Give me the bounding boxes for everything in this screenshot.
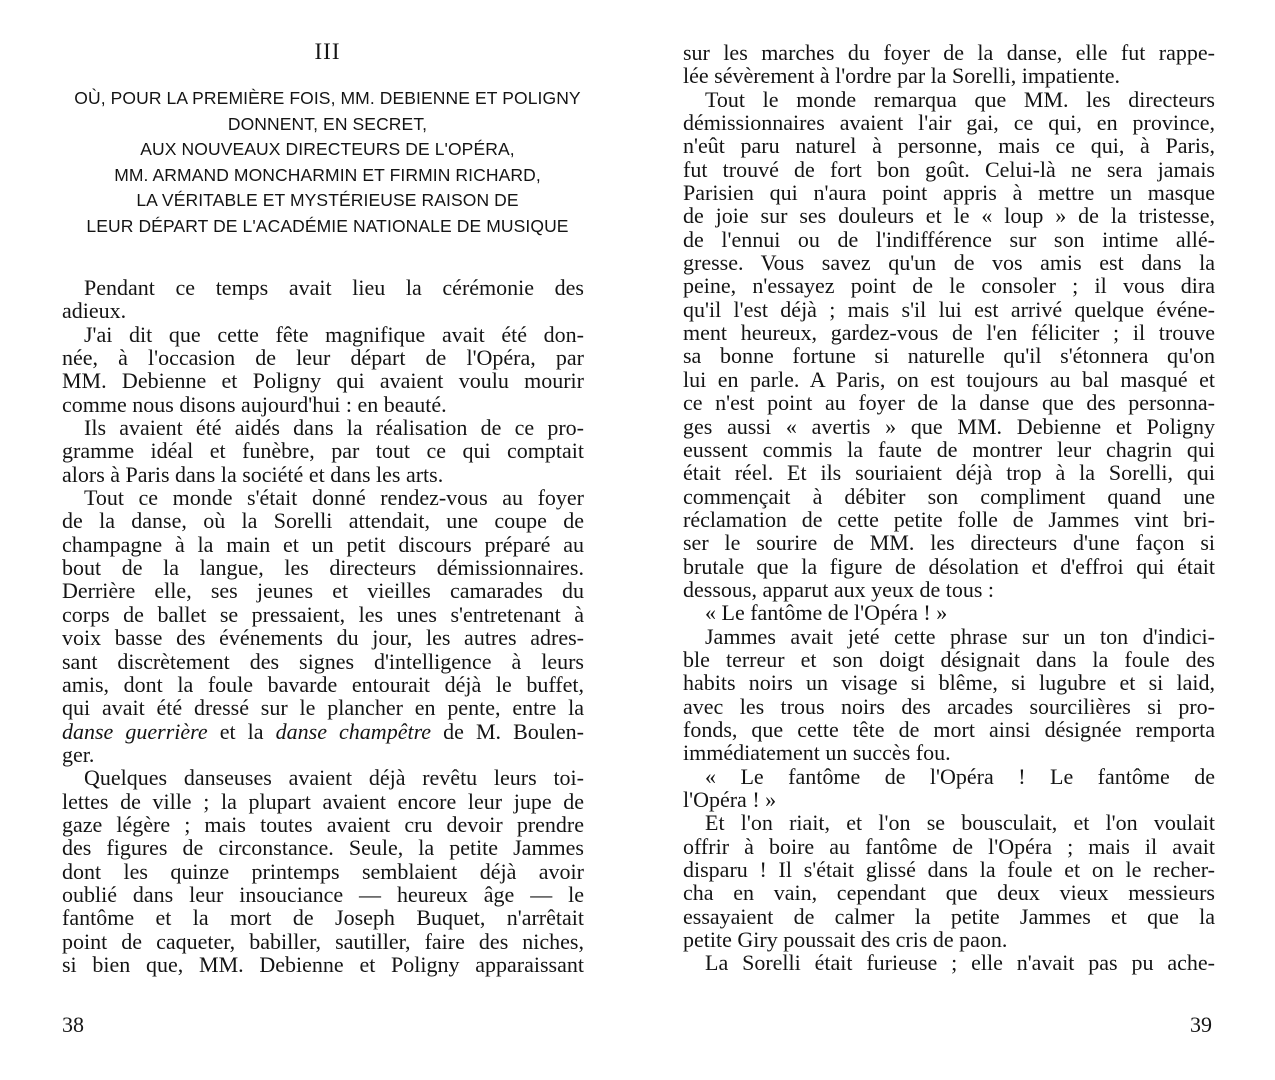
text-line: sant discrètement des signes d'intelligence à leurs	[62, 648, 584, 674]
text-line: lée sévèrement à l'ordre par la Sorelli, impatiente.	[683, 63, 1121, 89]
text-line: Tout le monde remarqua que MM. les directeurs	[705, 86, 1215, 112]
text-line: de joie sur ses douleurs et le « loup » de la tristesse,	[683, 203, 1215, 229]
text-line: lettes de ville ; la plupart avaient encore leur jupe de	[62, 788, 584, 814]
chapter-title-line: OÙ, POUR LA PREMIÈRE FOIS, MM. DEBIENNE ET POLIGNY	[74, 88, 581, 108]
text-line: gramme idéal et funèbre, par tout ce qui comptait	[62, 438, 584, 464]
text-line: MM. Debienne et Poligny qui avaient voulu mourir	[62, 368, 584, 394]
chapter-title-line: LA VÉRITABLE ET MYSTÉRIEUSE RAISON DE	[136, 190, 519, 210]
right-page	[637, 0, 1275, 1080]
italic-text: danse guerrière	[62, 718, 208, 744]
text-line: de l'ennui ou de l'indifférence sur son intime allé-	[683, 226, 1215, 252]
text-line: amis, dont la foule bavarde entourait déjà le buffet,	[62, 671, 584, 697]
chapter-title-line: LEUR DÉPART DE L'ACADÉMIE NATIONALE DE MUSIQUE	[86, 215, 569, 236]
page-number: 39	[1190, 1012, 1212, 1037]
text-line: Ils avaient été aidés dans la réalisation de ce pro-	[84, 415, 584, 441]
text-line: adieux.	[62, 298, 127, 324]
text-line: dessous, apparut aux yeux de tous :	[683, 576, 994, 602]
text-line: gresse. Vous savez qu'un de vos amis est dans la	[683, 250, 1215, 276]
chapter-title-line: DONNENT, EN SECRET,	[227, 113, 428, 134]
text-line: dont les quinze printemps semblaient déjà avoir	[62, 858, 584, 884]
text-line: bout de la langue, les directeurs démissionnaires.	[62, 555, 584, 581]
text-line: brutale que la figure de désolation et d'effroi qui était	[683, 553, 1215, 579]
text-line: qu'il l'est déjà ; mais s'il lui est arrivé quelque événe-	[683, 296, 1215, 322]
text-line: ment heureux, gardez-vous de l'en féliciter ; il trouve	[683, 320, 1215, 346]
chapter-title-line: AUX NOUVEAUX DIRECTEURS DE L'OPÉRA,	[140, 139, 515, 159]
text-line: champagne à la main et un petit discours préparé au	[62, 531, 584, 557]
text-line: qui avait été dressé sur le plancher en pente, entre la	[62, 695, 584, 721]
text-line: gaze légère ; mais toutes avaient cru devoir prendre	[62, 811, 584, 837]
text-line: ser le sourire de MM. les directeurs d'une façon si	[683, 530, 1215, 556]
text-line: Derrière elle, ses jeunes et vieilles camarades du	[62, 578, 584, 604]
text-line: Et l'on riait, et l'on se bousculait, et l'on voulait	[705, 810, 1215, 836]
text-line: des figures de circonstance. Seule, la petite Jammes	[62, 835, 584, 861]
text-line: corps de ballet se pressaient, les unes s'entretenant à	[62, 601, 584, 627]
text-line: si bien que, MM. Debienne et Poligny apparaissant	[62, 951, 584, 977]
chapter-title-line: MM. ARMAND MONCHARMIN ET FIRMIN RICHARD,	[114, 164, 541, 185]
text-line: de la danse, où la Sorelli attendait, une coupe de	[62, 508, 584, 534]
text-line: comme nous disons aujourd'hui : en beauté.	[62, 391, 447, 417]
text-line: alors à Paris dans la société et dans les arts.	[62, 461, 444, 487]
text-line: immédiatement un succès fou.	[683, 740, 951, 766]
text-line: ger.	[62, 741, 95, 767]
text-line: habits noirs un visage si blême, si lugubre et si laid,	[683, 670, 1215, 696]
text-line: l'Opéra ! »	[683, 787, 777, 812]
text-line: eussent commis la faute de montrer leur chagrin qui	[683, 436, 1215, 462]
text-line: oublié dans leur insouciance — heureux âge — le	[62, 881, 584, 907]
text-line: disparu ! Il s'était glissé dans la foule et on le recher-	[683, 857, 1215, 883]
text-line: Quelques danseuses avaient déjà revêtu leurs toi-	[84, 765, 584, 791]
text-line: peine, n'essayez point de le consoler ; il vous dira	[683, 273, 1215, 299]
text-line: commençait à débiter son compliment quand une	[683, 483, 1215, 509]
text-line: danse guerrière et la danse champêtre de M. Boulen-	[62, 718, 584, 744]
text-line: avec les trous noirs des arcades sourcilières si pro-	[683, 693, 1215, 719]
text-line: n'eût paru naturel à personne, mais ce qui, à Paris,	[683, 133, 1215, 159]
text-line: Tout ce monde s'était donné rendez-vous au foyer	[84, 485, 584, 511]
left-page	[0, 0, 637, 1080]
italic-text: danse champêtre	[275, 718, 432, 744]
text-line: essayaient de calmer la petite Jammes et que la	[683, 903, 1215, 929]
text-line: fonds, que cette tête de mort ainsi désignée remporta	[683, 716, 1215, 742]
text-line: point de caqueter, babiller, sautiller, faire des niches,	[62, 928, 584, 954]
text-line: petite Giry poussait des cris de paon.	[683, 927, 1008, 953]
text-line: réclamation de cette petite folle de Jammes vint bri-	[683, 506, 1215, 532]
text-line: « Le fantôme de l'Opéra ! »	[705, 600, 948, 626]
text-line: sa bonne fortune si naturelle qu'il s'étonnera qu'on	[683, 343, 1215, 369]
chapter-title	[55, 86, 600, 239]
text-line: ges aussi « avertis » que MM. Debienne et Poligny	[683, 413, 1215, 439]
text-line: fantôme et la mort de Joseph Buquet, n'arrêtait	[62, 905, 584, 931]
text-line: « Le fantôme de l'Opéra ! Le fantôme de	[705, 763, 1215, 789]
text-line: née, à l'occasion de leur départ de l'Opéra, par	[62, 345, 584, 371]
text-line: fut trouvé de fort bon goût. Celui-là ne sera jamais	[683, 156, 1215, 182]
text-line: Parisien qui n'aura point appris à mettre un masque	[683, 180, 1215, 206]
body-text	[683, 41, 1215, 975]
text-line: démissionnaires avaient l'air gai, ce qui, en province,	[683, 110, 1215, 136]
text-line: sur les marches du foyer de la danse, elle fut rappe-	[683, 40, 1215, 65]
text-line: La Sorelli était furieuse ; elle n'avait pas pu ache-	[705, 950, 1215, 976]
text-line: cha en vain, cependant que deux vieux messieurs	[683, 880, 1215, 906]
text-line: offrir à boire au fantôme de l'Opéra ; mais il avait	[683, 833, 1215, 859]
text-line: ble terreur et son doigt désignait dans la foule des	[683, 646, 1215, 672]
text-line: Jammes avait jeté cette phrase sur un ton d'indici-	[705, 623, 1215, 649]
text-line: Pendant ce temps avait lieu la cérémonie des	[84, 275, 584, 300]
body-text	[62, 276, 584, 976]
text-line: J'ai dit que cette fête magnifique avait été don-	[84, 321, 584, 347]
text-line: ce n'est point au foyer de la danse que des personna-	[683, 390, 1215, 416]
page-number: 38	[62, 1012, 84, 1037]
text-line: lui en parle. A Paris, on est toujours au bal masqué et	[683, 366, 1215, 392]
chapter-number: III	[314, 39, 341, 64]
text-line: voix basse des événements du jour, les autres adres-	[62, 625, 584, 651]
text-line: était réel. Et ils souriaient déjà trop à la Sorelli, qui	[683, 460, 1215, 486]
